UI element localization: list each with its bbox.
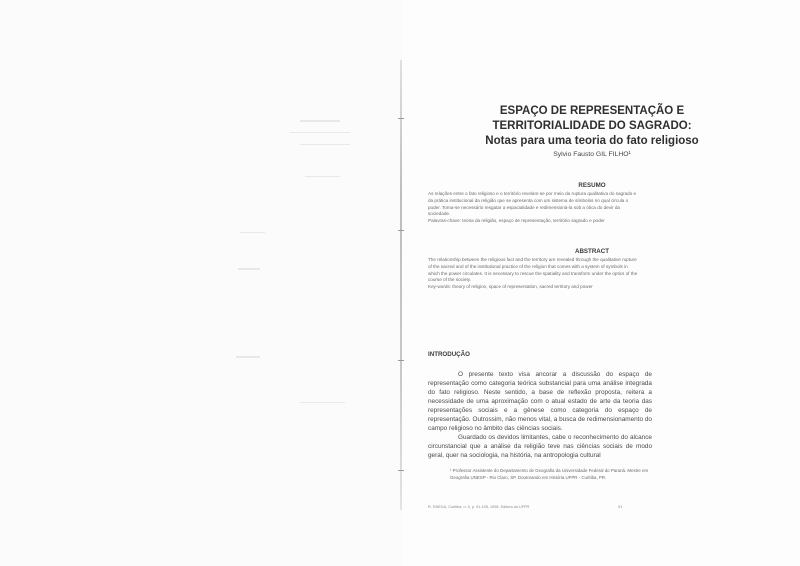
abstract-section	[428, 257, 640, 291]
resumo-section	[428, 191, 640, 225]
abstract-keywords: Key-words: theory of religion, space of representation, sacred territory and power	[428, 284, 593, 290]
abstract-text: The relationship between the religious fact and the territory are revealed through the qualitative rupture of the sacred and of the institutional practice of the religion that comes with a system of symbols in which the power circulates. It is necessary to rescue the spatiality and transform under the optics of the course of the society.	[428, 257, 638, 283]
resumo-text: As relações entre o fato religioso e o território revelam-se por meio da ruptura qualitativa do sagrado e da prática institucional da religião que se apresenta com um sistema de símbolos no qual circula o poder. Torna-se necessário resgatar a espacialidade e redimensioná-la sob a ótica do devir da sociedade.	[428, 191, 637, 217]
footnote: ¹ Professor Assistente do Departamento de Geografia da Universidade Federal do Paraná. Mestre em Geografia UNESP - Rio Claro, SP. Doutorando em História UFPR - Curitiba, PR.	[450, 468, 649, 480]
title-line-1: ESPAÇO DE REPRESENTAÇÃO E	[499, 105, 685, 117]
right-page	[402, 0, 800, 566]
body-paragraph: O presente texto visa ancorar a discussão do espaço de representação como categoria teórica substancial para uma análise integrada do fato religioso. Neste sentido, a base de reflexão proposta, reitera a necessidade de uma aproximação com o atual estado de arte da teoria das representações sociais e a gênese como categoria do espaço de representação. Outrossim, não menos vital, a busca de redimensionamento do campo religioso no âmbito das ciências sociais.	[428, 371, 652, 432]
bleed-through-mark	[290, 132, 350, 133]
body-paragraph: Guardado os devidos limitantes, cabe o reconhecimento do alcance circunstancial que a análise da religião teve nas ciências sociais de modo geral, quer na sociologia, na história, na antropologia cultural	[428, 434, 652, 459]
bleed-through-mark	[305, 176, 340, 177]
author-name: Sylvio Fausto GIL FILHO¹	[553, 151, 631, 158]
introducao-heading: INTRODUÇÃO	[428, 351, 470, 358]
bleed-through-mark	[300, 120, 340, 122]
bleed-through-mark	[238, 268, 260, 270]
abstract-heading: ABSTRACT	[574, 248, 610, 255]
bleed-through-mark	[300, 144, 350, 145]
resumo-keywords: Palavras-chave: teoria da religião, espaço de representação, território sagrado e poder	[428, 218, 605, 224]
introducao-body	[428, 370, 652, 460]
title-line-2: TERRITORIALIDADE DO SAGRADO:	[492, 120, 692, 132]
bleed-through-mark	[236, 356, 260, 358]
resumo-heading: RESUMO	[578, 182, 606, 189]
bleed-through-mark	[300, 402, 345, 403]
title-subtitle: Notas para uma teoria do fato religioso	[485, 135, 699, 147]
page-number: 91	[618, 505, 623, 509]
bleed-through-mark	[240, 232, 265, 233]
article-title	[432, 104, 752, 149]
journal-citation: R. RAEGA, Curitiba, n. 5, p. 91-105, 1998. Editora da UFPR	[428, 505, 530, 509]
